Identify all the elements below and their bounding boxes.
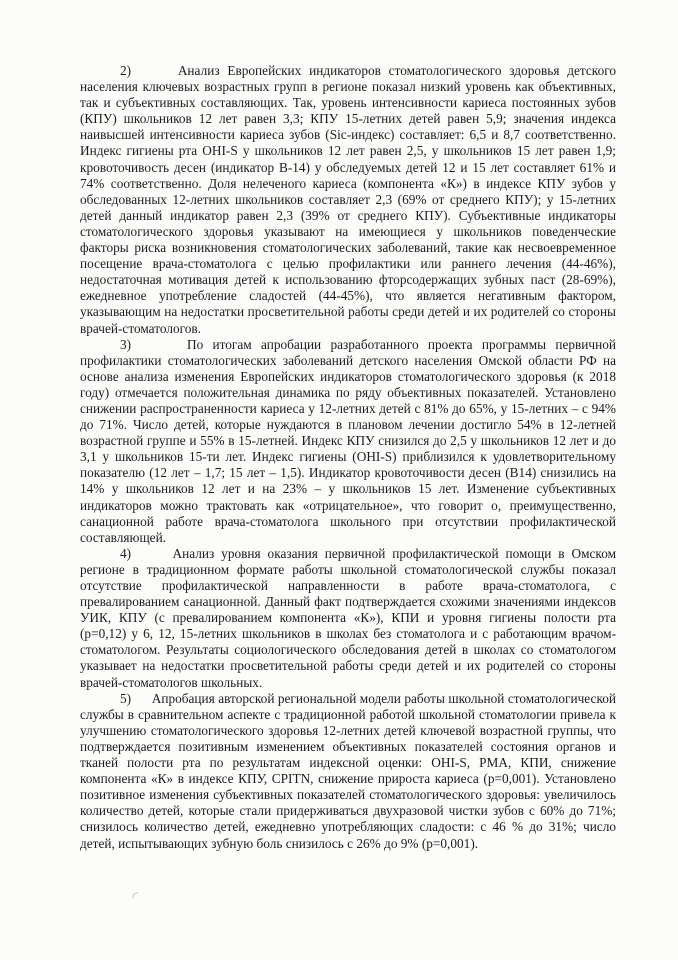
- paragraph-number: 2): [120, 63, 132, 78]
- paragraph-4: [80, 546, 616, 691]
- paragraph-3: [80, 337, 616, 546]
- paragraph-text: Апробация авторской региональной модели работы школьной стоматологической службы в сравнительном аспекте с традиционной работой школьной стоматологии привела к улучшению стоматологического здоровья 12-летних детей ключевой возрастной группы, что подтверждается позитивным изменением объективных показателей состояния органов и тканей полости рта по результатам индексной оценки: OHI-S, PMA, КПИ, снижение компонента «К» в индексе КПУ, CPITN, снижение прироста кариеса (р=0,001). Установлено позитивное изменения субъективных показателей стоматологического здоровья: увеличилось количество детей, которые стали придерживаться двухразовой чистки зубов с 60% до 71%; снизилось количество детей, ежедневно употребляющих сладости: с 46 % до 31%; число детей, испытывающих зубную боль снизилось с 26% до 9% (р=0,001).: [80, 690, 616, 851]
- document-body: [80, 63, 616, 852]
- pen-mark: [131, 892, 139, 899]
- paragraph-number: 4): [120, 545, 132, 561]
- paragraph-text: Анализ Европейских индикаторов стоматологического здоровья детского населения ключевых возрастных групп в регионе показал низкий уровень как объективных, так и субъективных составляющих. Так, уровень интенсивности кариеса постоянных зубов (КПУ) школьников 12 лет равен 3,3; КПУ 15-летних детей равен 5,9; значения индекса наивысшей интенсивности кариеса зубов (Sic-индекс) составляет: 6,5 и 8,7 соответственно. Индекс гигиены рта OHI-S у школьников 12 лет равен 2,5, у школьников 15 лет равен 1,9; кровоточивость десен (индикатор В-14) у обследуемых детей 12 и 15 лет составляет 61% и 74% соответственно. Доля нелеченого кариеса (компонента «К») в индексе КПУ зубов у обследованных 12-летних школьников составляет 2,3 (69% от среднего КПУ); у 15-летних детей данный индикатор равен 2,3 (39% от среднего КПУ). Субъективные индикаторы стоматологического здоровья указывают на имеющиеся у школьников поведенческие факторы риска возникновения стоматологических заболеваний, такие как несвоевременное посещение врача-стоматолога с целью профилактики или раннего лечения (44-46%), недостаточная мотивация детей к использованию фторсодержащих зубных паст (28-69%), ежедневное употребление сладостей (44-45%), что является негативным фактором, указывающим на недостатки просветительной работы среди детей и их родителей со стороны врачей-стоматологов.: [80, 63, 616, 336]
- paragraph-number: 5): [120, 690, 132, 706]
- paragraph-2: [80, 63, 616, 337]
- paragraph-text: Анализ уровня оказания первичной профилактической помощи в Омском регионе в традиционном формате работы школьной стоматологической службы показал отсутствие профилактической направленности в работе врача-стоматолога, с превалированием санационной. Данный факт подтверждается схожими значениями индексов УИК, КПУ (с превалированием компонента «К»), КПИ и уровня гигиены полости рта (р=0,12) у 6, 12, 15-летних школьников в школах без стоматолога и с работающим врачом-стоматологом. Результаты социологического обследования детей в школах со стоматологом указывает на недостатки просветительной работы среди детей и их родителей со стороны врачей-стоматологов школьных.: [80, 545, 617, 690]
- paragraph-5: [80, 691, 616, 852]
- paragraph-number: 3): [120, 336, 132, 352]
- paragraph-text: По итогам апробации разработанного проекта программы первичной профилактики стоматологических заболеваний детского населения Омской области РФ на основе анализа изменения Европейских индикаторов стоматологического здоровья (к 2018 году) отмечается положительная динамика по ряду объективных показателей. Установлено снижении распространенности кариеса у 12-летних детей с 81% до 65%, у 15-летних – с 94% до 71%. Число детей, которые нуждаются в плановом лечении достигло 54% в 12-летней возрастной группе и 55% в 15-летней. Индекс КПУ снизился до 2,5 у школьников 12 лет и до 3,1 у школьников 15-ти лет. Индекс гигиены (OHI-S) приблизился к удовлетворительному показателю (12 лет – 1,7; 15 лет – 1,5). Индикатор кровоточивости десен (B14) снизились на 14% у школьников 12 лет и на 23% – у школьников 15 лет. Изменение субъективных индикаторов можно трактовать как «отрицательное», что говорит о, преимущественно, санационной работе врача-стоматолога школьного при отсутствии профилактической составляющей.: [80, 336, 616, 545]
